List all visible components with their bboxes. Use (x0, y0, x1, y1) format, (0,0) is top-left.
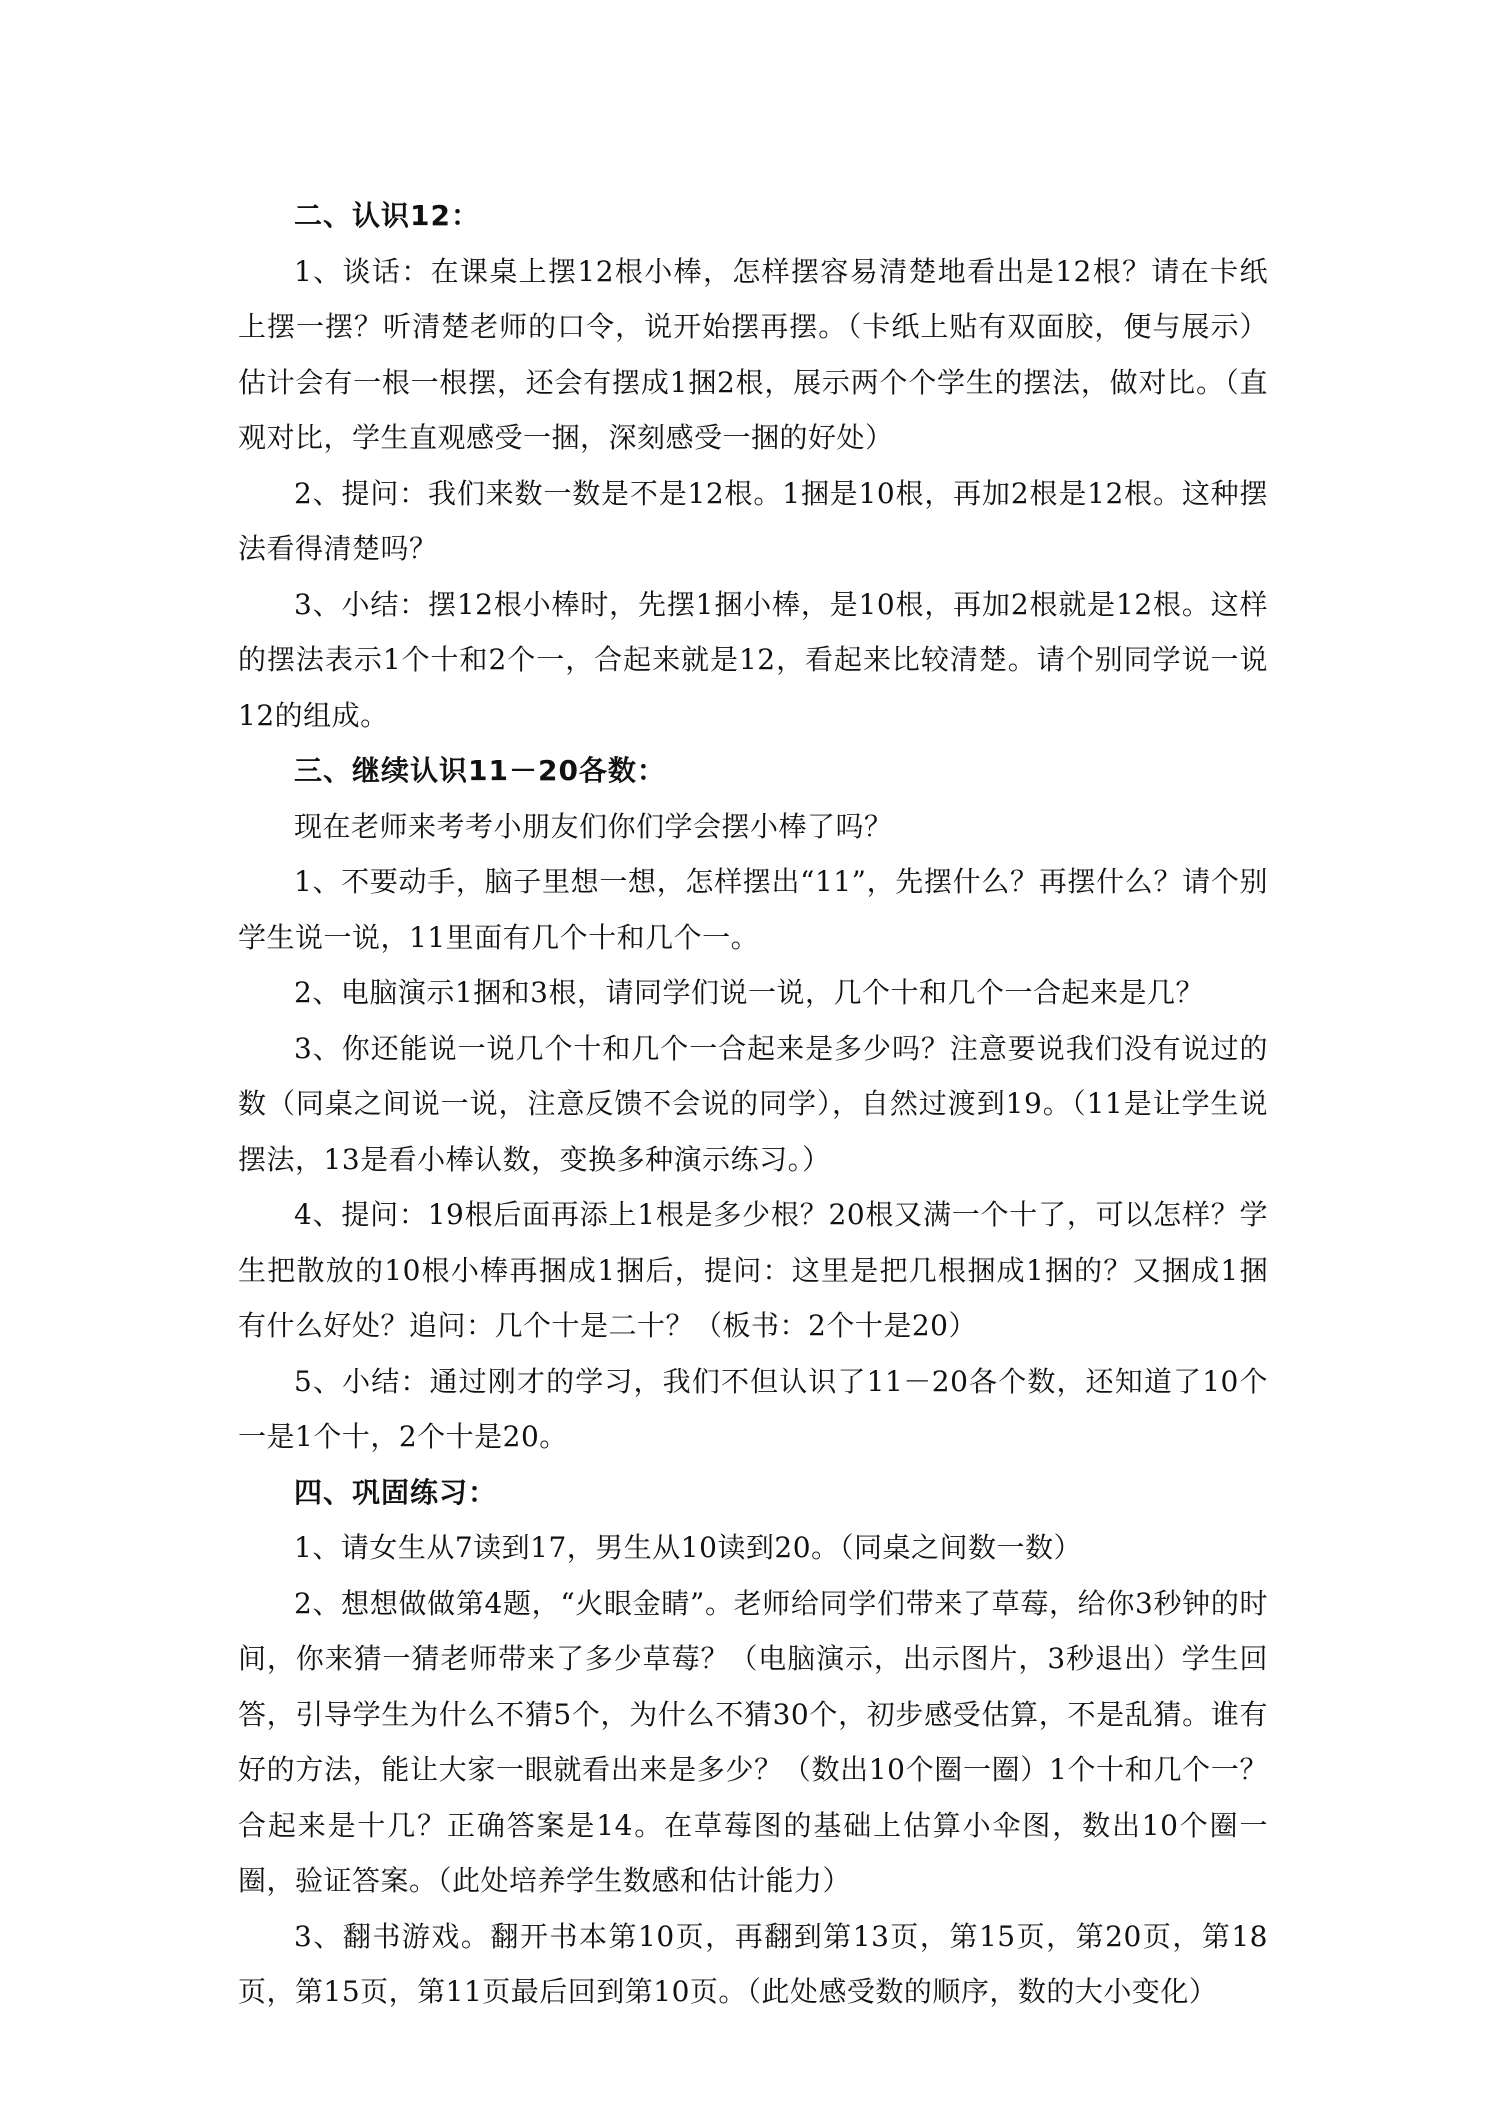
paragraph-step-5: 5、小结：通过刚才的学习，我们不但认识了11－20各个数，还知道了10个一是1个十，2个十是20。 (238, 1364, 1268, 1453)
paragraph-step-3: 3、你还能说一说几个十和几个一合起来是多少吗？注意要说我们没有说过的数（同桌之间说一说，注意反馈不会说的同学），自然过渡到19。（11是让学生说摆法，13是看小棒认数，变换多种演示练习。） (238, 1031, 1268, 1176)
paragraph-step-2: 2、电脑演示1捆和3根，请同学们说一说，几个十和几个一合起来是几？ (294, 976, 1204, 1009)
document-body (238, 188, 1268, 2020)
paragraph-step-1: 1、不要动手，脑子里想一想，怎样摆出“11”，先摆什么？再摆什么？请个别学生说一说，11里面有几个十和几个一。 (238, 865, 1268, 954)
paragraph-practice-2: 2、想想做做第4题，“火眼金睛”。老师给同学们带来了草莓，给你3秒钟的时间，你来猜一猜老师带来了多少草莓？（电脑演示，出示图片，3秒退出）学生回答，引导学生为什么不猜5个，为什么不猜30个，初步感受估算，不是乱猜。谁有好的方法，能让大家一眼就看出来是多少？（数出10个圈一圈）1个十和几个一？合起来是十几？正确答案是14。在草莓图的基础上估算小伞图，数出10个圈一圈，验证答案。（此处培养学生数感和估计能力） (238, 1586, 1268, 1897)
section-heading-continue-11-20: 三、继续认识11－20各数： (294, 754, 666, 787)
paragraph-step-4: 4、提问：19根后面再添上1根是多少根？20根又满一个十了，可以怎样？学生把散放的10根小棒再捆成1捆后，提问：这里是把几根捆成1捆的？又捆成1捆有什么好处？追问：几个十是二十？（板书：2个十是20） (238, 1198, 1268, 1342)
paragraph-practice-1: 1、请女生从7读到17，男生从10读到20。（同桌之间数一数） (294, 1531, 1083, 1564)
section-heading-recognize-12: 二、认识12： (294, 199, 480, 232)
paragraph-practice-3: 3、翻书游戏。翻开书本第10页，再翻到第13页，第15页，第20页，第18页，第15页，第11页最后回到第10页。（此处感受数的顺序，数的大小变化） (238, 1919, 1268, 2008)
paragraph-talk: 1、谈话：在课桌上摆12根小棒，怎样摆容易清楚地看出是12根？请在卡纸上摆一摆？听清楚老师的口令，说开始摆再摆。（卡纸上贴有双面胶，便与展示）估计会有一根一根摆，还会有摆成1捆2根，展示两个个学生的摆法，做对比。（直观对比，学生直观感受一捆，深刻感受一捆的好处） (238, 254, 1268, 454)
paragraph-intro: 现在老师来考考小朋友们你们学会摆小棒了吗？ (294, 809, 893, 843)
paragraph-summary: 3、小结：摆12根小棒时，先摆1捆小棒，是10根，再加2根就是12根。这样的摆法表示1个十和2个一，合起来就是12，看起来比较清楚。请个别同学说一说12的组成。 (238, 587, 1268, 732)
paragraph-question: 2、提问：我们来数一数是不是12根。1捆是10根，再加2根是12根。这种摆法看得清楚吗？ (238, 476, 1268, 565)
section-heading-practice: 四、巩固练习： (294, 1475, 498, 1509)
